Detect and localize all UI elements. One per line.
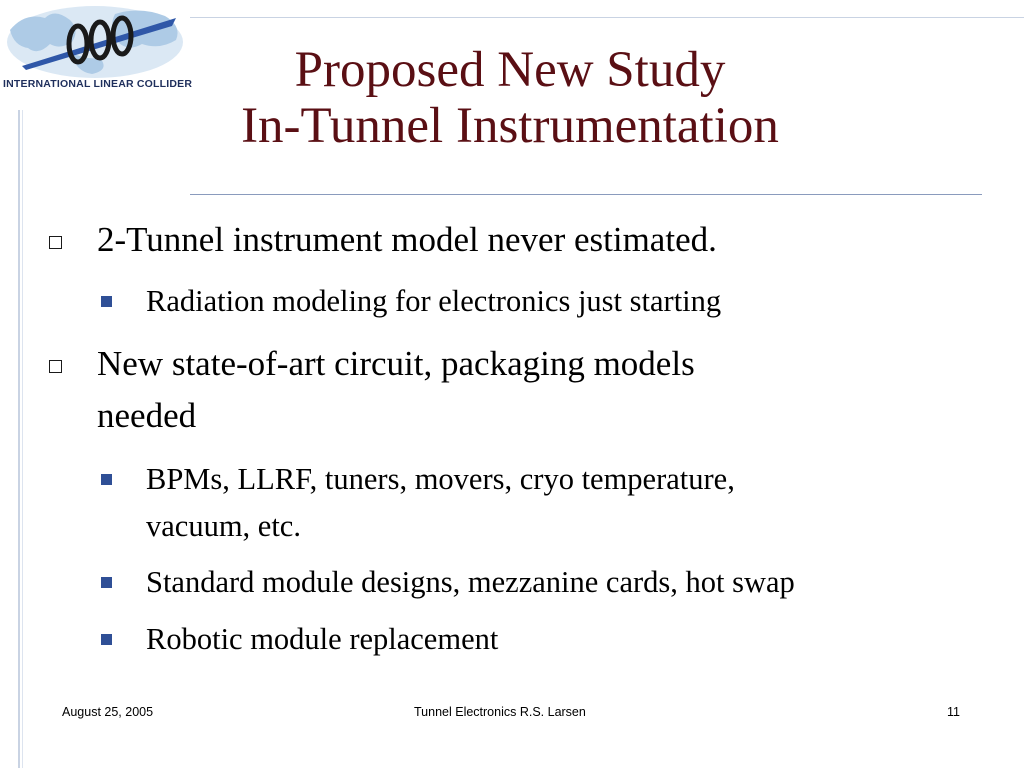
footer-title: Tunnel Electronics R.S. Larsen (414, 705, 586, 719)
bullet-2-line-2: needed (97, 396, 197, 435)
top-rule (190, 17, 1024, 18)
sub-bullet-2-3: Robotic module replacement (146, 622, 499, 656)
footer-date: August 25, 2005 (62, 705, 154, 719)
left-rule (18, 110, 20, 768)
hollow-square-bullet-icon (49, 236, 62, 249)
sub-bullet-1-1: Radiation modeling for electronics just starting (146, 284, 722, 318)
filled-square-bullet-icon (101, 296, 112, 307)
filled-square-bullet-icon (101, 474, 112, 485)
bullet-1: 2-Tunnel instrument model never estimated. (97, 220, 717, 259)
slide-title (120, 42, 900, 154)
sub-bullet-2-1-line-1: BPMs, LLRF, tuners, movers, cryo temperature, (146, 462, 735, 496)
slide-number: 11 (947, 705, 960, 719)
title-divider (190, 194, 982, 195)
bullet-2-line-1: New state-of-art circuit, packaging models (97, 344, 695, 383)
title-line-1: Proposed New Study (294, 42, 726, 98)
left-rule-inner (22, 110, 23, 768)
sub-bullet-2-1-line-2: vacuum, etc. (146, 509, 301, 543)
sub-bullet-2-2: Standard module designs, mezzanine cards, hot swap (146, 565, 795, 599)
logo-wordmark: INTERNATIONAL LINEAR COLLIDER (3, 78, 193, 90)
filled-square-bullet-icon (101, 634, 112, 645)
hollow-square-bullet-icon (49, 360, 62, 373)
title-line-2: In-Tunnel Instrumentation (241, 98, 779, 154)
filled-square-bullet-icon (101, 577, 112, 588)
